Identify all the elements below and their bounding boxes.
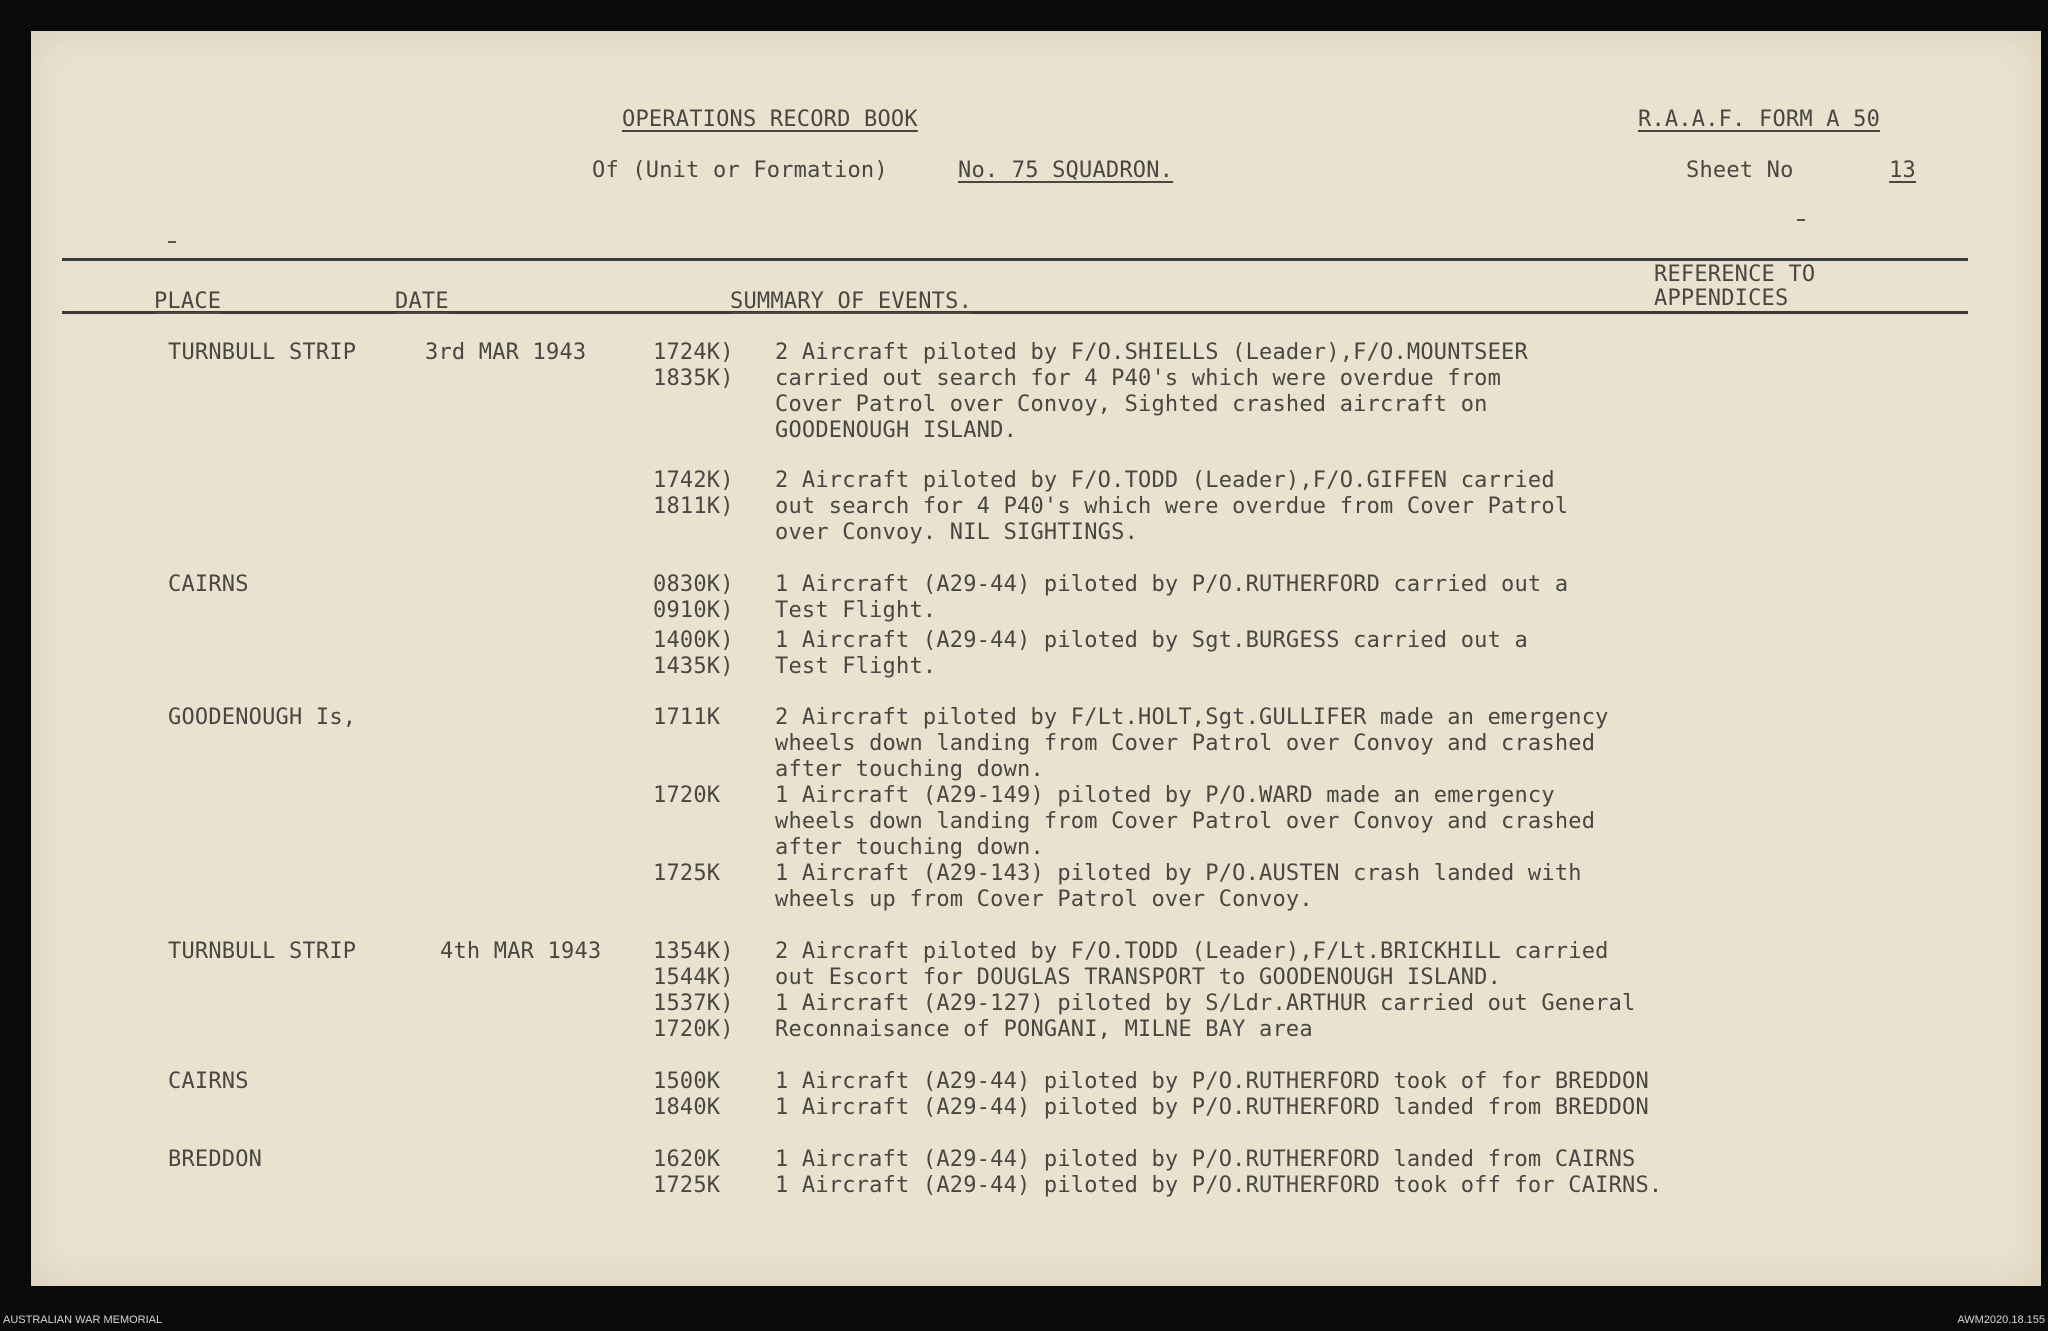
entry-date: 3rd MAR 1943	[425, 340, 587, 365]
punch-mark	[1797, 219, 1805, 221]
entry-time: 1725K	[653, 1173, 721, 1198]
entry-summary-line: out Escort for DOUGLAS TRANSPORT to GOODENOUGH ISLAND.	[775, 965, 1502, 990]
entry-time: 1500K	[653, 1069, 721, 1094]
entry-time: 1724K)	[653, 340, 734, 365]
entry-time: 1840K	[653, 1095, 721, 1120]
punch-mark	[168, 241, 176, 243]
column-header-appendices: APPENDICES	[1654, 286, 1789, 311]
entry-summary-line: wheels down landing from Cover Patrol over Convoy and crashed	[775, 809, 1596, 834]
entry-summary-line: after touching down.	[775, 835, 1044, 860]
entry-time: 1354K)	[653, 939, 734, 964]
entry-summary-line: carried out search for 4 P40's which were overdue from	[775, 366, 1502, 391]
unit-label: Of (Unit or Formation)	[592, 158, 888, 183]
entry-summary-line: 1 Aircraft (A29-44) piloted by P/O.RUTHERFORD took off for CAIRNS.	[775, 1173, 1663, 1198]
entry-summary-line: out search for 4 P40's which were overdue from Cover Patrol	[775, 494, 1569, 519]
entry-summary-line: 1 Aircraft (A29-44) piloted by Sgt.BURGESS carried out a	[775, 628, 1528, 653]
column-header-place: PLACE	[154, 289, 222, 314]
sheet-number: 13	[1889, 158, 1916, 183]
entry-time: 1811K)	[653, 494, 734, 519]
column-header-summary: SUMMARY OF EVENTS.	[730, 289, 973, 314]
entry-summary-line: 1 Aircraft (A29-149) piloted by P/O.WARD made an emergency	[775, 783, 1555, 808]
entry-time: 1435K)	[653, 654, 734, 679]
entry-time: 1742K)	[653, 468, 734, 493]
entry-summary-line: over Convoy. NIL SIGHTINGS.	[775, 520, 1139, 545]
entry-summary-line: Test Flight.	[775, 654, 937, 679]
entry-summary-line: 2 Aircraft piloted by F/Lt.HOLT,Sgt.GULLIFER made an emergency	[775, 705, 1609, 730]
entry-time: 1400K)	[653, 628, 734, 653]
entry-summary-line: wheels down landing from Cover Patrol over Convoy and crashed	[775, 731, 1596, 756]
entry-date: 4th MAR 1943	[440, 939, 602, 964]
form-number: R.A.A.F. FORM A 50	[1638, 107, 1881, 132]
entry-summary-line: after touching down.	[775, 757, 1044, 782]
entry-summary-line: 1 Aircraft (A29-44) piloted by P/O.RUTHERFORD landed from BREDDON	[775, 1095, 1649, 1120]
entry-time: 1537K)	[653, 991, 734, 1016]
entry-summary-line: 1 Aircraft (A29-44) piloted by P/O.RUTHERFORD carried out a	[775, 572, 1569, 597]
entry-place: CAIRNS	[168, 1069, 249, 1094]
entry-place: TURNBULL STRIP	[168, 939, 357, 964]
entry-place: GOODENOUGH Is,	[168, 705, 357, 730]
entry-summary-line: 1 Aircraft (A29-127) piloted by S/Ldr.ARTHUR carried out General	[775, 991, 1636, 1016]
header-top-rule	[62, 258, 1968, 261]
entry-place: BREDDON	[168, 1147, 263, 1172]
archive-credit: AUSTRALIAN WAR MEMORIAL	[3, 1314, 163, 1326]
sheet-label: Sheet No	[1686, 158, 1794, 183]
column-header-date: DATE	[395, 289, 449, 314]
entry-time: 1620K	[653, 1147, 721, 1172]
entry-time: 1835K)	[653, 366, 734, 391]
entry-summary-line: Cover Patrol over Convoy, Sighted crashed aircraft on	[775, 392, 1488, 417]
entry-summary-line: 2 Aircraft piloted by F/O.TODD (Leader),F/O.GIFFEN carried	[775, 468, 1555, 493]
entry-time: 0910K)	[653, 598, 734, 623]
entry-summary-line: Reconnaisance of PONGANI, MILNE BAY area	[775, 1017, 1313, 1042]
entry-time: 0830K)	[653, 572, 734, 597]
entry-time: 1720K	[653, 783, 721, 808]
entry-summary-line: wheels up from Cover Patrol over Convoy.	[775, 887, 1313, 912]
entry-time: 1544K)	[653, 965, 734, 990]
entry-summary-line: 2 Aircraft piloted by F/O.SHIELLS (Leader),F/O.MOUNTSEER	[775, 340, 1528, 365]
entry-time: 1725K	[653, 861, 721, 886]
entry-time: 1711K	[653, 705, 721, 730]
entry-summary-line: Test Flight.	[775, 598, 937, 623]
entry-summary-line: GOODENOUGH ISLAND.	[775, 418, 1018, 443]
entry-summary-line: 1 Aircraft (A29-143) piloted by P/O.AUSTEN crash landed with	[775, 861, 1582, 886]
column-header-reference: REFERENCE TO	[1654, 262, 1816, 287]
entry-time: 1720K)	[653, 1017, 734, 1042]
entry-place: CAIRNS	[168, 572, 249, 597]
entry-summary-line: 1 Aircraft (A29-44) piloted by P/O.RUTHERFORD landed from CAIRNS	[775, 1147, 1636, 1172]
entry-summary-line: 2 Aircraft piloted by F/O.TODD (Leader),F/Lt.BRICKHILL carried	[775, 939, 1609, 964]
entry-place: TURNBULL STRIP	[168, 340, 357, 365]
form-title: OPERATIONS RECORD BOOK	[622, 107, 918, 132]
entry-summary-line: 1 Aircraft (A29-44) piloted by P/O.RUTHERFORD took of for BREDDON	[775, 1069, 1649, 1094]
unit-value: No. 75 SQUADRON.	[958, 158, 1174, 183]
archive-id: AWM2020.18.155	[1957, 1314, 2045, 1326]
